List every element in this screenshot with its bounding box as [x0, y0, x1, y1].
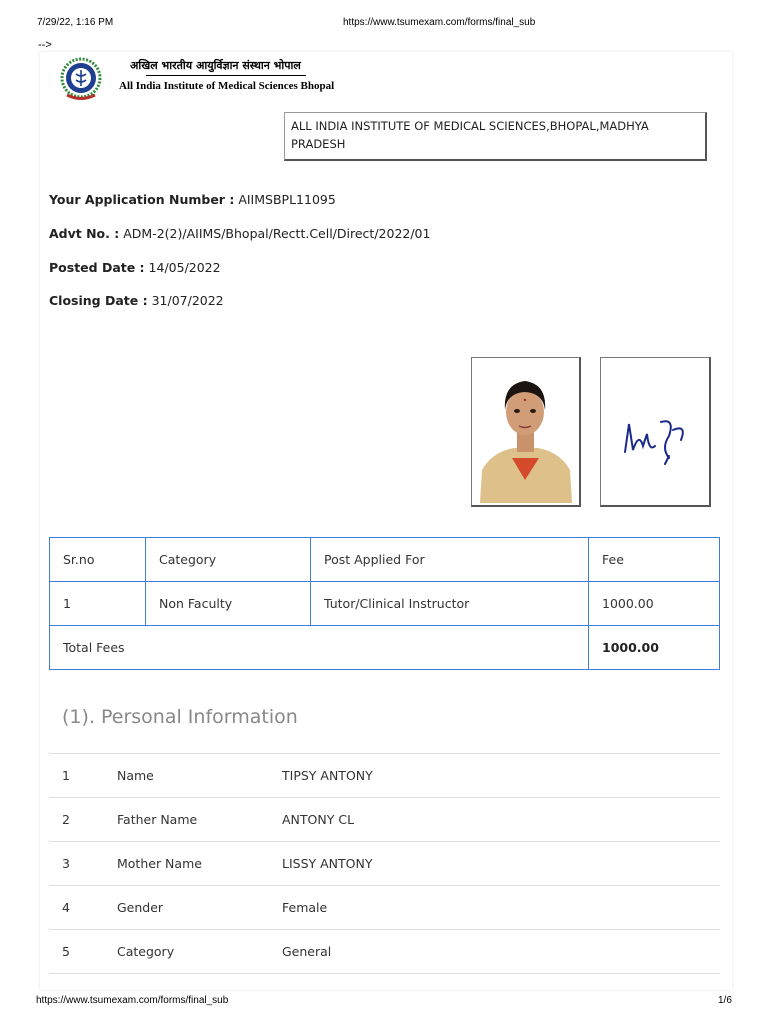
advt-number-value: ADM-2(2)/AIIMS/Bhopal/Rectt.Cell/Direct/2022/01: [123, 226, 431, 241]
page-indicator: 1/6: [718, 995, 732, 1006]
field-value: ANTONY CL: [282, 798, 720, 842]
application-number-line: [49, 192, 336, 207]
field-value: LISSY ANTONY: [282, 842, 720, 886]
table-row: [49, 930, 720, 974]
print-header-url: https://www.tsumexam.com/forms/final_sub: [343, 17, 536, 28]
signature-icon: [603, 360, 707, 503]
field-value: General: [282, 930, 720, 974]
cell-sr-no: 1: [50, 582, 146, 626]
field-label: Category: [117, 930, 282, 974]
closing-date-label: Closing Date :: [49, 293, 148, 308]
table-row: [50, 582, 720, 626]
cell-post-applied: Tutor/Clinical Instructor: [311, 582, 589, 626]
cell-category: Non Faculty: [146, 582, 311, 626]
posted-date-label: Posted Date :: [49, 260, 145, 275]
field-label: Mother Name: [117, 842, 282, 886]
header-post-applied: Post Applied For: [311, 538, 589, 582]
row-number: 4: [49, 886, 117, 930]
row-number: 2: [49, 798, 117, 842]
field-value: TIPSY ANTONY: [282, 754, 720, 798]
institute-box: ALL INDIA INSTITUTE OF MEDICAL SCIENCES,BHOPAL,MADHYA PRADESH: [284, 112, 707, 161]
applicant-signature: [600, 357, 711, 507]
advt-number-line: [49, 226, 430, 241]
row-number: 3: [49, 842, 117, 886]
institute-english-name: All India Institute of Medical Sciences Bhopal: [119, 80, 335, 92]
section-title-personal-info: (1). Personal Information: [62, 706, 298, 728]
print-footer-url: https://www.tsumexam.com/forms/final_sub: [36, 995, 229, 1006]
row-number: 1: [49, 754, 117, 798]
total-fees-label: Total Fees: [50, 626, 589, 670]
fees-table: [49, 537, 720, 670]
posted-date-value: 14/05/2022: [148, 260, 221, 275]
advt-number-label: Advt No. :: [49, 226, 120, 241]
total-fees-value: 1000.00: [589, 626, 720, 670]
personal-info-table: [49, 753, 720, 974]
header-fee: Fee: [589, 538, 720, 582]
fees-header-row: [50, 538, 720, 582]
table-row: [49, 886, 720, 930]
institute-hindi-name: अखिल भारतीय आयुर्विज्ञान संस्थान भोपाल: [130, 59, 301, 72]
stray-comment-text: -->: [38, 39, 52, 51]
total-fees-row: [50, 626, 720, 670]
application-number-value: AIIMSBPL11095: [238, 192, 336, 207]
field-label: Name: [117, 754, 282, 798]
header-category: Category: [146, 538, 311, 582]
field-label: Father Name: [117, 798, 282, 842]
cell-fee: 1000.00: [589, 582, 720, 626]
row-number: 5: [49, 930, 117, 974]
application-number-label: Your Application Number :: [49, 192, 235, 207]
print-timestamp: 7/29/22, 1:16 PM: [37, 17, 114, 28]
aiims-logo: [51, 56, 111, 102]
header-divider: [146, 75, 306, 76]
table-row: [49, 798, 720, 842]
closing-date-line: [49, 293, 224, 308]
applicant-photo: [471, 357, 581, 507]
table-row: [49, 754, 720, 798]
closing-date-value: 31/07/2022: [151, 293, 224, 308]
field-value: Female: [282, 886, 720, 930]
posted-date-line: [49, 260, 221, 275]
header-sr-no: Sr.no: [50, 538, 146, 582]
field-label: Gender: [117, 886, 282, 930]
table-row: [49, 842, 720, 886]
